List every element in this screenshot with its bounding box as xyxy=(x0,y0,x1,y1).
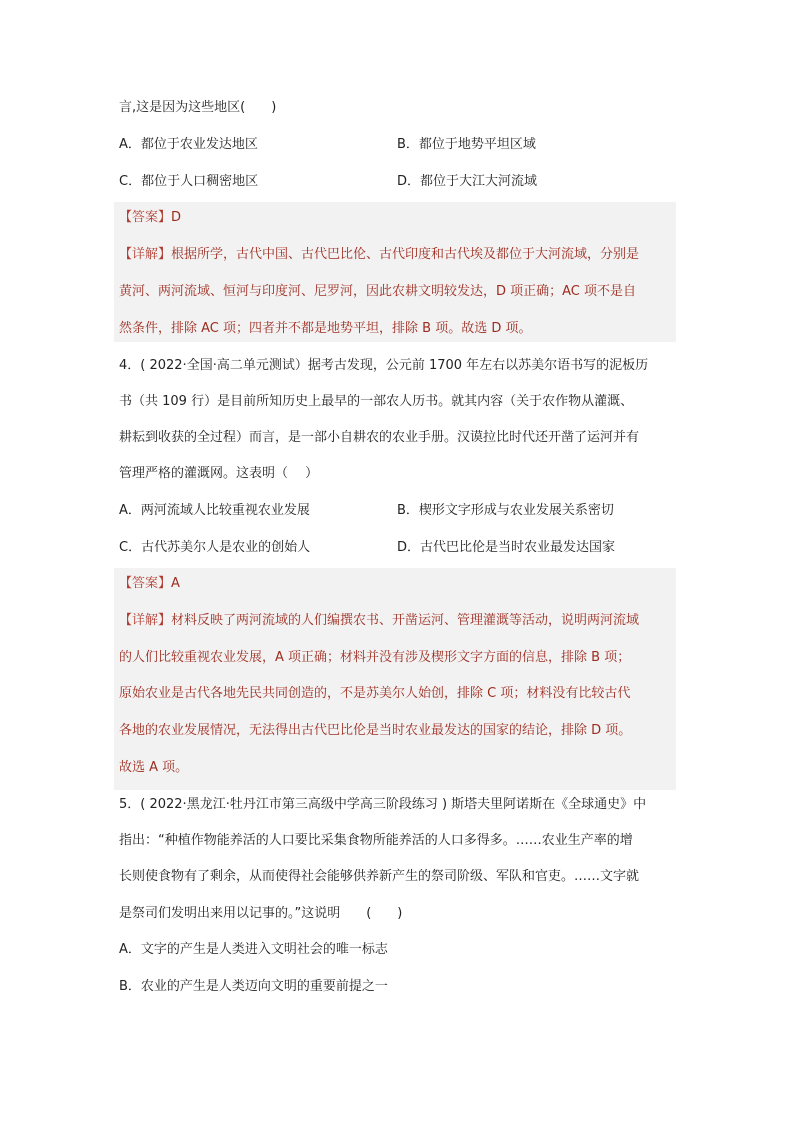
q5-option-b: B．农业的产生是人类迈向文明的重要前提之一 xyxy=(119,979,388,994)
q3-option-a: A．都位于农业发达地区 xyxy=(119,137,258,152)
q5-stem-line-4: 是祭司们发明出来用以记事的。”这说明 ( ) xyxy=(119,906,403,921)
q4-stem-line-3: 耕耘到收获的全过程）而言，是一部小自耕农的农业手册。汉谟拉比时代还开凿了运河并有 xyxy=(119,430,640,445)
q3-detail-tag: 【详解】 xyxy=(119,247,172,262)
q5-stem-line-2: 指出：“种植作物能养活的人口要比采集食物所能养活的人口多得多。……农业生产率的增 xyxy=(119,833,633,848)
q3-detail-text-1: 根据所学，古代中国、古代巴比伦、古代印度和古代埃及都位于大河流域，分别是 xyxy=(171,247,640,262)
q4-detail-line-5: 故选 A 项。 xyxy=(119,760,189,775)
q4-answer-tag: 【答案】 xyxy=(119,576,172,591)
q5-option-a: A．文字的产生是人类进入文明社会的唯一标志 xyxy=(119,942,388,957)
q3-answer-tag: 【答案】 xyxy=(119,210,172,225)
q4-detail-text-1: 材料反映了两河流域的人们编撰农书、开凿运河、管理灌溉等活动，说明两河流域 xyxy=(171,613,640,628)
q3-detail-line-1 xyxy=(119,246,639,264)
q4-stem-line-4: 管理严格的灌溉网。这表明（ ） xyxy=(119,466,319,481)
q4-detail-line-3: 原始农业是古代各地先民共同创造的，不是苏美尔人始创，排除 C 项；材料没有比较古代 xyxy=(119,686,631,701)
q3-answer xyxy=(119,209,181,227)
q3-detail-line-2: 黄河、两河流域、恒河与印度河、尼罗河，因此农耕文明较发达，D 项正确；AC 项不是自 xyxy=(119,284,637,299)
q4-answer-value: A xyxy=(171,576,180,591)
q3-answer-value: D xyxy=(171,210,182,225)
q4-option-a: A．两河流域人比较重视农业发展 xyxy=(119,503,310,518)
q3-detail-line-3: 然条件，排除 AC 项；四者并不都是地势平坦，排除 B 项。故选 D 项。 xyxy=(119,321,532,336)
q5-stem-line-1: 5．( 2022·黑龙江·牡丹江市第三高级中学高三阶段练习 ) 斯塔夫里阿诺斯在《全球通史》中 xyxy=(119,797,647,812)
q3-option-d: D．都位于大江大河流域 xyxy=(397,174,538,189)
q5-stem-line-3: 长则使食物有了剩余，从而使得社会能够供养新产生的祭司阶级、军队和官吏。……文字就 xyxy=(119,869,640,884)
q4-option-b: B．楔形文字形成与农业发展关系密切 xyxy=(397,503,614,518)
q4-option-c: C．古代苏美尔人是农业的创始人 xyxy=(119,540,311,555)
q3-option-b: B．都位于地势平坦区域 xyxy=(397,137,536,152)
q4-detail-line-4: 各地的农业发展情况，无法得出古代巴比伦是当时农业最发达的国家的结论，排除 D 项。 xyxy=(119,723,632,738)
q4-stem-line-1: 4．( 2022·全国·高二单元测试）据考古发现，公元前 1700 年左右以苏美尔语书写的泥板历 xyxy=(119,358,649,373)
q4-detail-line-2: 的人们比较重视农业发展，A 项正确；材料并没有涉及楔形文字方面的信息，排除 B 项； xyxy=(119,650,631,665)
q4-answer-block xyxy=(114,568,676,790)
q4-detail-line-1 xyxy=(119,612,639,630)
q3-stem-tail: 言,这是因为这些地区( ) xyxy=(119,100,277,115)
q4-detail-tag: 【详解】 xyxy=(119,613,172,628)
q4-option-d: D．古代巴比伦是当时农业最发达国家 xyxy=(397,540,616,555)
q4-answer xyxy=(119,575,180,593)
q4-stem-line-2: 书（共 109 行）是目前所知历史上最早的一部农人历书。就其内容（关于农作物从灌溉、 xyxy=(119,394,634,409)
q3-option-c: C．都位于人口稠密地区 xyxy=(119,174,259,189)
